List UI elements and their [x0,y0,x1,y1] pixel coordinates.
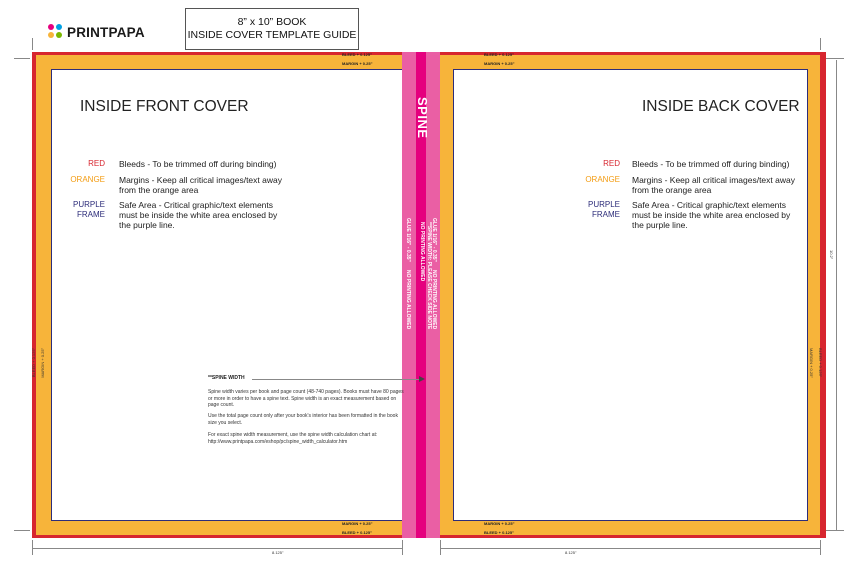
back-safe-area [453,69,808,521]
back-width-dimension-line [440,548,820,549]
front-side-margin-label: MARGIN + 0.25" [40,348,45,378]
dimension-tick [820,540,821,555]
logo-text: PRINTPAPA [67,24,145,40]
back-cover-heading: INSIDE BACK COVER [642,98,800,115]
dimension-tick [402,540,403,555]
trim-mark [14,530,30,531]
logo-flower-icon [48,24,64,40]
back-top-margin-label: MARGIN + 0.25" [484,61,515,66]
spine-note-arrow-line [252,379,420,380]
template-title-line1: 8” x 10” BOOK [237,16,307,28]
spine-glue-left-no-printing: NO PRINTING ALLOWED [405,270,411,330]
back-bottom-bleed-label: BLEED + 0.125" [484,530,515,535]
trim-mark [820,38,821,50]
back-top-bleed-label: BLEED + 0.125" [484,52,515,57]
trim-mark [32,38,33,50]
template-title-line2: INSIDE COVER TEMPLATE GUIDE [187,29,357,41]
spine-note-p1: Spine width varies per book and page count (48-740 pages). Books must have 80 pages or more in order to have a spine text. Spine width is an exact measurement based on page count. [208,389,404,408]
arrow-right-icon [419,376,425,382]
back-legend-purple-key [560,200,620,219]
spine-side-note: **SPINE WIDTH: PLEASE CHECK SIDE NOTE [426,222,432,330]
front-width-label: 8.125" [272,550,284,555]
height-label: 10.2" [829,250,834,260]
front-cover-heading: INSIDE FRONT COVER [80,98,249,115]
front-bottom-margin-label: MARGIN + 0.25" [342,521,373,526]
front-legend-red-key: RED [88,159,105,168]
printpapa-logo [48,22,145,42]
purple-key-line1: PURPLE [587,200,620,209]
back-legend-orange-text: Margins - Keep all critical images/text away from the orange area [632,175,795,195]
trim-mark [14,58,30,59]
front-legend-orange-key: ORANGE [70,175,105,184]
back-side-bleed-label: BLEED + 0.125" [818,348,823,378]
front-safe-area [51,69,404,521]
front-legend-orange-text: Margins - Keep all critical images/text away from the orange area [119,175,282,195]
spine-glue-left-label: GLUE 1/16" - 0.35" [405,218,411,262]
front-width-dimension-line [32,548,402,549]
back-legend-orange-key: ORANGE [585,175,620,184]
front-legend-red-text: Bleeds - To be trimmed off during binding) [119,159,277,169]
spine-note-heading: **SPINE WIDTH [208,375,245,381]
spine-no-printing-1: NO PRINTING ALLOWED [419,222,425,282]
front-bottom-bleed-label: BLEED + 0.125" [342,530,373,535]
back-bottom-margin-label: MARGIN + 0.25" [484,521,515,526]
front-legend-purple-text: Safe Area - Critical graphic/text elements must be inside the white area enclosed by the purple line. [119,200,278,230]
front-top-bleed-label: BLEED + 0.125" [342,52,373,57]
spine-note-p2: Use the total page count only after your book's interior has been formatted in the book size you select. [208,413,398,426]
back-side-margin-label: MARGIN + 0.25" [809,348,814,378]
back-legend-red-text: Bleeds - To be trimmed off during binding) [632,159,790,169]
spine-title: SPINE [415,97,430,139]
front-side-bleed-label: BLEED + 0.125" [31,348,36,378]
height-dimension-line [836,60,837,530]
purple-key-line2: FRAME [77,209,105,219]
front-top-margin-label: MARGIN + 0.25" [342,61,373,66]
spine-glue-right-label: GLUE 1/16" - 0.35" [431,218,437,262]
purple-key-line1: PURPLE [72,200,105,209]
spine-note-p3: For exact spine width measurement, use the spine width calculation chart at: http://www.printpapa.com/eshop/pc/spine_width_calculator.htm [208,432,378,445]
purple-key-line2: FRAME [592,209,620,219]
back-width-label: 8.125" [565,550,577,555]
front-legend-purple-key [45,200,105,219]
back-legend-purple-text: Safe Area - Critical graphic/text elements must be inside the white area enclosed by the purple line. [632,200,791,230]
spine-glue-right-no-printing: NO PRINTING ALLOWED [431,270,437,330]
back-legend-red-key: RED [603,159,620,168]
template-title-box [185,8,359,50]
